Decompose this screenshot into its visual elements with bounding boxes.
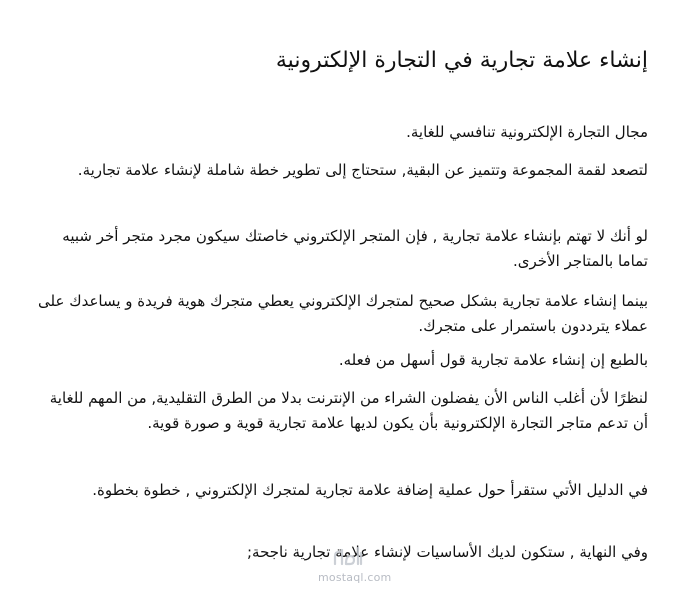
paragraph-7: في الدليل الأتي ستقرأ حول عملية إضافة علامة تجارية لمتجرك الإلكتروني , خطوة بخطوة.: [92, 481, 648, 499]
paragraph-8: وفي النهاية , ستكون لديك الأساسيات لإنشاء علامة تجارية ناجحة;: [246, 543, 648, 561]
document-title: إنشاء علامة تجارية في التجارة الإلكترونية: [275, 48, 648, 73]
paragraph-2: لتصعد لقمة المجموعة وتتميز عن البقية, ستحتاج إلى تطوير خطة شاملة لإنشاء علامة تجارية.: [77, 161, 648, 179]
paragraph-1: مجال التجارة الإلكترونية تنافسي للغاية.: [406, 123, 648, 141]
paragraph-5: بالطبع إن إنشاء علامة تجارية قول أسهل من فعله.: [338, 351, 648, 369]
paragraph-6: لنظرًا لأن أغلب الناس الأن يفضلون الشراء من الإنترنت بدلا من الطرق التقليدية, من المهم للغاية أن تدعم متاجر التجارة الإلكترونية بأن يكون لديها علامة تجارية قوية و صورة قوية.: [49, 389, 648, 432]
paragraph-4: بينما إنشاء علامة تجارية بشكل صحيح لمتجرك الإلكتروني يعطي متجرك هوية فريدة و يساعدك على عملاء يترددون باستمرار على متجرك.: [38, 292, 648, 335]
paragraph-3: لو أنك لا تهتم بإنشاء علامة تجارية , فإن المتجر الإلكتروني خاصتك سيكون مجرد متجر أخر شبيه تماما بالمتاجر الأخرى.: [62, 227, 648, 270]
watermark: [318, 544, 392, 588]
watermark-text: mostaql.com: [318, 571, 392, 584]
